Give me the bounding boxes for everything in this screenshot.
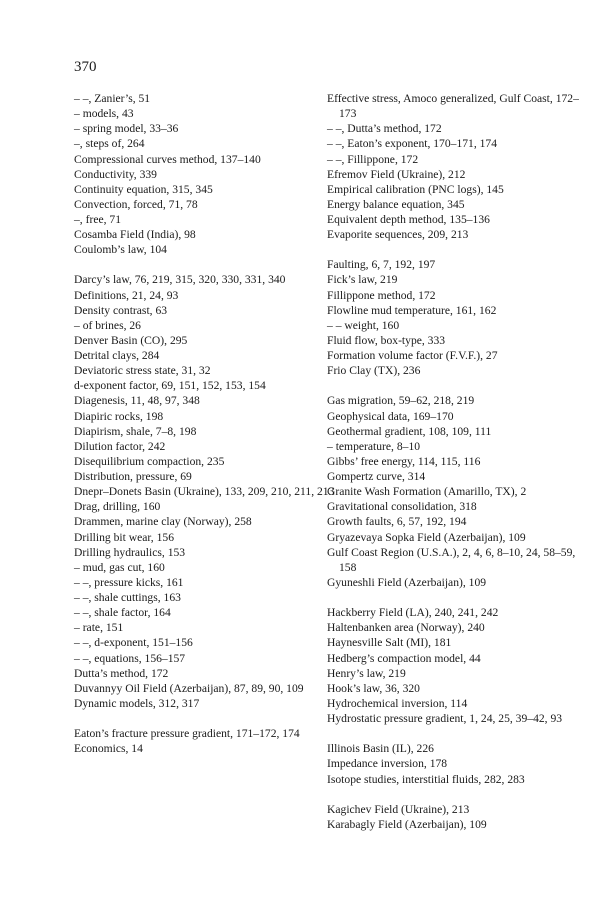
index-entry: Formation volume factor (F.V.F.), 27 bbox=[327, 349, 498, 363]
index-entry: d-exponent factor, 69, 151, 152, 153, 154 bbox=[74, 379, 266, 393]
index-entry: Dnepr–Donets Basin (Ukraine), 133, 209, 210, 211, 213 bbox=[74, 485, 335, 499]
index-entry: Duvannyy Oil Field (Azerbaijan), 87, 89, 90, 109 bbox=[74, 681, 304, 695]
index-entry: Hook’s law, 36, 320 bbox=[327, 681, 420, 695]
index-entry: Evaporite sequences, 209, 213 bbox=[327, 228, 469, 242]
index-entry: Drilling bit wear, 156 bbox=[74, 530, 174, 544]
index-entry: Hydrochemical inversion, 114 bbox=[327, 696, 468, 710]
index-entry: – –, Zanier’s, 51 bbox=[74, 92, 151, 105]
index-entry: Fluid flow, box-type, 333 bbox=[327, 333, 446, 347]
index-letter-group bbox=[327, 91, 589, 242]
index-entry: – –, d-exponent, 151–156 bbox=[74, 636, 193, 650]
index-entry: Flowline mud temperature, 161, 162 bbox=[327, 303, 497, 317]
index-entry: – –, Fillippone, 172 bbox=[327, 152, 419, 166]
index-entry: Coulomb’s law, 104 bbox=[74, 243, 167, 257]
index-entry: Drag, drilling, 160 bbox=[74, 500, 161, 514]
index-entry: Diagenesis, 11, 48, 97, 348 bbox=[74, 394, 200, 408]
index-entry: Economics, 14 bbox=[74, 742, 143, 756]
index-letter-group bbox=[74, 91, 336, 257]
index-entry: Faulting, 6, 7, 192, 197 bbox=[327, 258, 436, 272]
index-entry: Density contrast, 63 bbox=[74, 303, 168, 317]
index-entry: Gravitational consolidation, 318 bbox=[327, 500, 477, 514]
index-letter-group bbox=[327, 393, 589, 590]
index-entry: Hedberg’s compaction model, 44 bbox=[327, 651, 481, 665]
index-entry: Impedance inversion, 178 bbox=[327, 757, 448, 771]
index-entry: – models, 43 bbox=[74, 107, 134, 121]
index-entry: Dilution factor, 242 bbox=[74, 439, 166, 453]
index-column-left bbox=[74, 91, 336, 756]
index-entry: Convection, forced, 71, 78 bbox=[74, 197, 198, 211]
index-entry: Haltenbanken area (Norway), 240 bbox=[327, 621, 485, 635]
index-entry: – of brines, 26 bbox=[74, 318, 141, 332]
index-entry: – temperature, 8–10 bbox=[327, 439, 421, 453]
index-entry: – spring model, 33–36 bbox=[74, 122, 179, 136]
index-entry: – –, equations, 156–157 bbox=[74, 651, 186, 665]
index-entry: Cosamba Field (India), 98 bbox=[74, 228, 196, 242]
index-column-right bbox=[327, 91, 589, 832]
index-letter-group bbox=[74, 726, 336, 756]
index-entry: – – weight, 160 bbox=[327, 318, 400, 332]
index-entry: Eaton’s fracture pressure gradient, 171–172, 174 bbox=[74, 727, 300, 741]
index-entry: Darcy’s law, 76, 219, 315, 320, 330, 331, 340 bbox=[74, 273, 286, 287]
index-entry: – mud, gas cut, 160 bbox=[74, 560, 165, 574]
index-entry: Karabagly Field (Azerbaijan), 109 bbox=[327, 817, 487, 831]
index-letter-group bbox=[327, 257, 589, 378]
index-entry: Drammen, marine clay (Norway), 258 bbox=[74, 515, 252, 529]
index-entry: Gryazevaya Sopka Field (Azerbaijan), 109 bbox=[327, 530, 526, 544]
index-entry: Gibbs’ free energy, 114, 115, 116 bbox=[327, 454, 481, 468]
index-entry: Detrital clays, 284 bbox=[74, 349, 160, 363]
index-entry: – –, pressure kicks, 161 bbox=[74, 575, 184, 589]
index-entry: Conductivity, 339 bbox=[74, 167, 157, 181]
index-entry: Growth faults, 6, 57, 192, 194 bbox=[327, 515, 467, 529]
index-entry: Frio Clay (TX), 236 bbox=[327, 364, 421, 378]
index-entry: Efremov Field (Ukraine), 212 bbox=[327, 167, 466, 181]
index-entry: Geophysical data, 169–170 bbox=[327, 409, 454, 423]
index-letter-group bbox=[74, 272, 336, 711]
index-entry: Diapiric rocks, 198 bbox=[74, 409, 164, 423]
index-entry: Fick’s law, 219 bbox=[327, 273, 398, 287]
index-entry: – –, shale factor, 164 bbox=[74, 606, 171, 620]
index-entry: Dutta’s method, 172 bbox=[74, 666, 169, 680]
index-entry: Kagichev Field (Ukraine), 213 bbox=[327, 802, 470, 816]
index-entry: Energy balance equation, 345 bbox=[327, 197, 465, 211]
index-entry: Effective stress, Amoco generalized, Gulf Coast, 172–173 bbox=[327, 92, 579, 121]
index-entry: Hackberry Field (LA), 240, 241, 242 bbox=[327, 606, 499, 620]
index-entry: Deviatoric stress state, 31, 32 bbox=[74, 364, 211, 378]
index-entry: Isotope studies, interstitial fluids, 282, 283 bbox=[327, 772, 525, 786]
index-entry: Henry’s law, 219 bbox=[327, 666, 406, 680]
index-entry: – rate, 151 bbox=[74, 621, 124, 635]
index-letter-group bbox=[327, 802, 589, 832]
index-entry: Gas migration, 59–62, 218, 219 bbox=[327, 394, 475, 408]
index-entry: –, steps of, 264 bbox=[74, 137, 145, 151]
index-letter-group bbox=[327, 605, 589, 726]
index-entry: Disequilibrium compaction, 235 bbox=[74, 454, 225, 468]
index-entry: Gyuneshli Field (Azerbaijan), 109 bbox=[327, 575, 487, 589]
index-entry: Definitions, 21, 24, 93 bbox=[74, 288, 179, 302]
index-letter-group bbox=[327, 741, 589, 786]
index-entry: –, free, 71 bbox=[74, 213, 121, 226]
index-entry: Denver Basin (CO), 295 bbox=[74, 333, 188, 347]
index-entry: Dynamic models, 312, 317 bbox=[74, 696, 200, 710]
page-number: 370 bbox=[74, 59, 97, 75]
index-entry: Illinois Basin (IL), 226 bbox=[327, 742, 434, 756]
index-entry: Drilling hydraulics, 153 bbox=[74, 545, 186, 559]
index-entry: Geothermal gradient, 108, 109, 111 bbox=[327, 424, 492, 438]
index-entry: Diapirism, shale, 7–8, 198 bbox=[74, 424, 197, 438]
index-entry: – –, shale cuttings, 163 bbox=[74, 591, 181, 605]
index-entry: Compressional curves method, 137–140 bbox=[74, 152, 261, 166]
index-entry: – –, Eaton’s exponent, 170–171, 174 bbox=[327, 137, 498, 151]
index-entry: Haynesville Salt (MI), 181 bbox=[327, 636, 452, 650]
index-entry: Equivalent depth method, 135–136 bbox=[327, 213, 490, 226]
index-entry: Distribution, pressure, 69 bbox=[74, 470, 192, 484]
index-entry: Hydrostatic pressure gradient, 1, 24, 25, 39–42, 93 bbox=[327, 712, 563, 726]
index-entry: Continuity equation, 315, 345 bbox=[74, 182, 213, 196]
index-entry: Empirical calibration (PNC logs), 145 bbox=[327, 182, 504, 196]
index-entry: Gulf Coast Region (U.S.A.), 2, 4, 6, 8–10, 24, 58–59, 158 bbox=[327, 545, 576, 574]
index-entry: – –, Dutta’s method, 172 bbox=[327, 122, 442, 136]
index-entry: Fillippone method, 172 bbox=[327, 288, 436, 302]
index-entry: Gompertz curve, 314 bbox=[327, 470, 426, 484]
index-entry: Granite Wash Formation (Amarillo, TX), 2 bbox=[327, 485, 527, 499]
